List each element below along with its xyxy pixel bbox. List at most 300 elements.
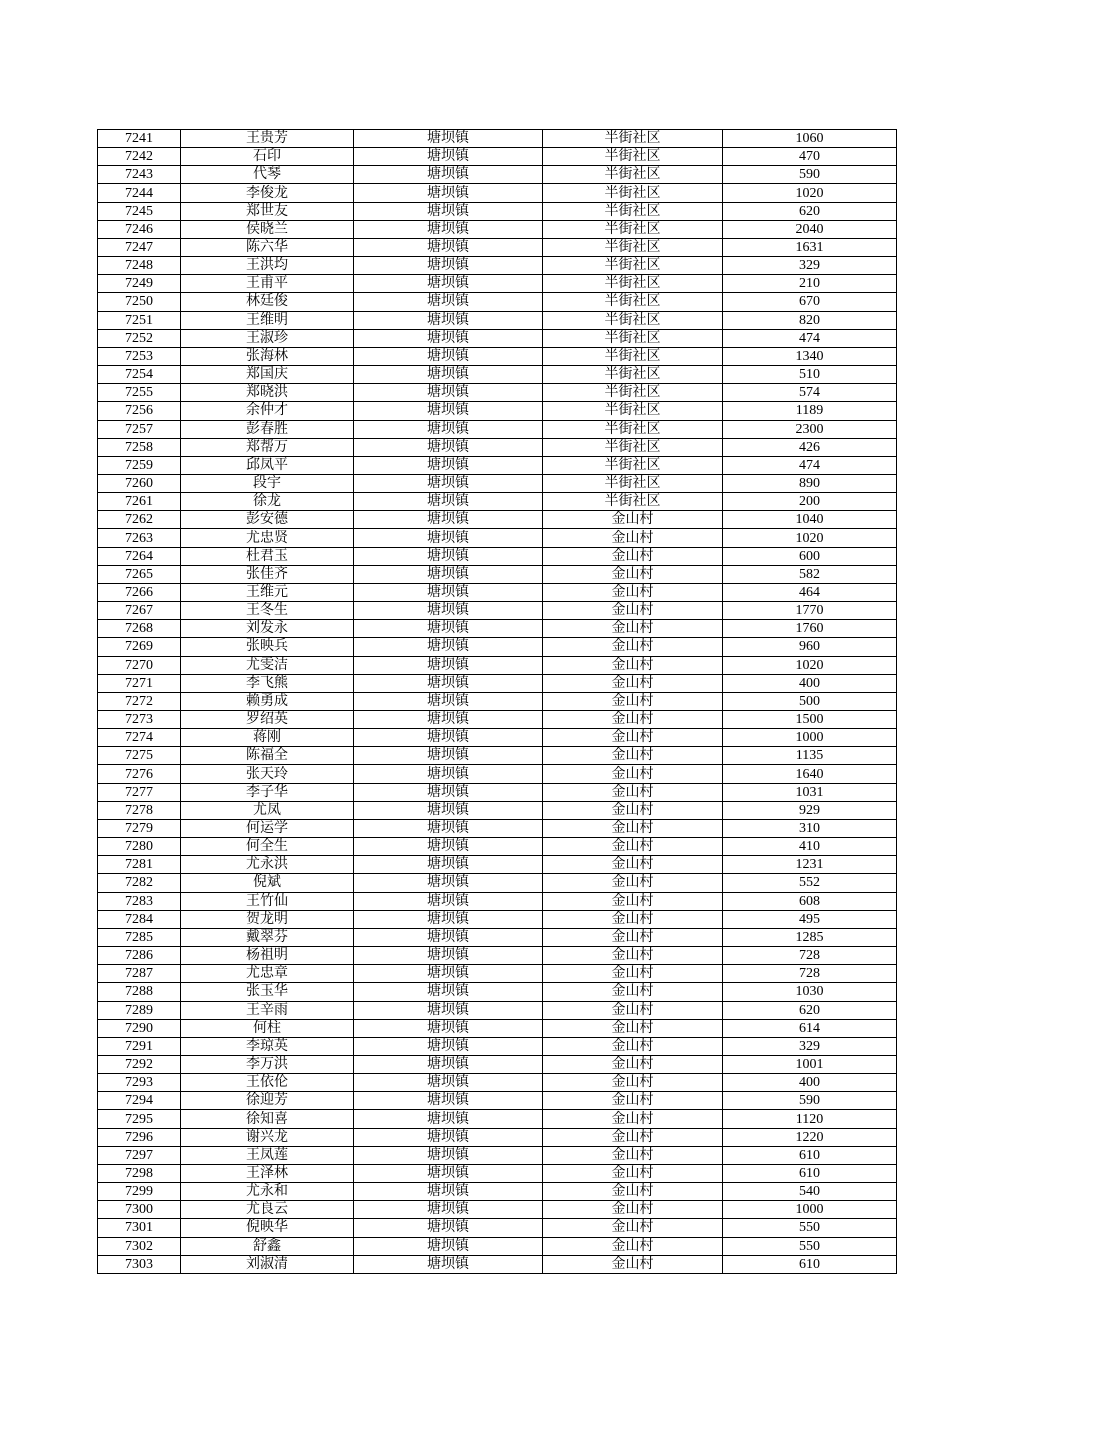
- amount-cell: 929: [723, 801, 897, 819]
- town-cell: 塘坝镇: [354, 1237, 543, 1255]
- community-cell: 半街社区: [543, 257, 723, 275]
- community-cell: 金山村: [543, 965, 723, 983]
- name-cell: 王泽林: [181, 1164, 354, 1182]
- amount-cell: 552: [723, 874, 897, 892]
- row-number-cell: 7250: [98, 293, 181, 311]
- name-cell: 杨祖明: [181, 947, 354, 965]
- town-cell: 塘坝镇: [354, 1201, 543, 1219]
- community-cell: 金山村: [543, 620, 723, 638]
- town-cell: 塘坝镇: [354, 293, 543, 311]
- amount-cell: 728: [723, 965, 897, 983]
- community-cell: 金山村: [543, 1183, 723, 1201]
- name-cell: 邱凤平: [181, 456, 354, 474]
- town-cell: 塘坝镇: [354, 765, 543, 783]
- table-row: [98, 1237, 897, 1255]
- name-cell: 张海林: [181, 347, 354, 365]
- row-number-cell: 7274: [98, 729, 181, 747]
- row-number-cell: 7297: [98, 1146, 181, 1164]
- row-number-cell: 7296: [98, 1128, 181, 1146]
- town-cell: 塘坝镇: [354, 729, 543, 747]
- table-row: [98, 456, 897, 474]
- community-cell: 金山村: [543, 602, 723, 620]
- row-number-cell: 7300: [98, 1201, 181, 1219]
- row-number-cell: 7268: [98, 620, 181, 638]
- name-cell: 张玉华: [181, 983, 354, 1001]
- row-number-cell: 7255: [98, 384, 181, 402]
- name-cell: 王维明: [181, 311, 354, 329]
- town-cell: 塘坝镇: [354, 347, 543, 365]
- town-cell: 塘坝镇: [354, 638, 543, 656]
- table-row: [98, 402, 897, 420]
- town-cell: 塘坝镇: [354, 130, 543, 148]
- table-row: [98, 729, 897, 747]
- name-cell: 尤凤: [181, 801, 354, 819]
- row-number-cell: 7269: [98, 638, 181, 656]
- name-cell: 徐知喜: [181, 1110, 354, 1128]
- table-row: [98, 166, 897, 184]
- amount-cell: 1220: [723, 1128, 897, 1146]
- table-row: [98, 656, 897, 674]
- table-row: [98, 1001, 897, 1019]
- community-cell: 金山村: [543, 819, 723, 837]
- town-cell: 塘坝镇: [354, 311, 543, 329]
- amount-cell: 1189: [723, 402, 897, 420]
- name-cell: 王依伦: [181, 1074, 354, 1092]
- table-row: [98, 1092, 897, 1110]
- name-cell: 尤忠贤: [181, 529, 354, 547]
- town-cell: 塘坝镇: [354, 1019, 543, 1037]
- table-row: [98, 1055, 897, 1073]
- name-cell: 郑国庆: [181, 366, 354, 384]
- community-cell: 金山村: [543, 910, 723, 928]
- row-number-cell: 7299: [98, 1183, 181, 1201]
- table-row: [98, 783, 897, 801]
- town-cell: 塘坝镇: [354, 783, 543, 801]
- amount-cell: 550: [723, 1219, 897, 1237]
- row-number-cell: 7303: [98, 1255, 181, 1273]
- town-cell: 塘坝镇: [354, 474, 543, 492]
- name-cell: 张映兵: [181, 638, 354, 656]
- table-row: [98, 638, 897, 656]
- amount-cell: 1031: [723, 783, 897, 801]
- row-number-cell: 7249: [98, 275, 181, 293]
- table-row: [98, 892, 897, 910]
- row-number-cell: 7295: [98, 1110, 181, 1128]
- amount-cell: 614: [723, 1019, 897, 1037]
- name-cell: 戴翠芬: [181, 928, 354, 946]
- table-row: [98, 1183, 897, 1201]
- town-cell: 塘坝镇: [354, 711, 543, 729]
- amount-cell: 1000: [723, 1201, 897, 1219]
- town-cell: 塘坝镇: [354, 656, 543, 674]
- name-cell: 林廷俊: [181, 293, 354, 311]
- town-cell: 塘坝镇: [354, 202, 543, 220]
- name-cell: 王贵芳: [181, 130, 354, 148]
- table-row: [98, 801, 897, 819]
- amount-cell: 608: [723, 892, 897, 910]
- town-cell: 塘坝镇: [354, 565, 543, 583]
- town-cell: 塘坝镇: [354, 166, 543, 184]
- community-cell: 金山村: [543, 692, 723, 710]
- row-number-cell: 7285: [98, 928, 181, 946]
- table-row: [98, 838, 897, 856]
- name-cell: 李万洪: [181, 1055, 354, 1073]
- row-number-cell: 7282: [98, 874, 181, 892]
- row-number-cell: 7301: [98, 1219, 181, 1237]
- amount-cell: 2040: [723, 220, 897, 238]
- name-cell: 石印: [181, 148, 354, 166]
- table-row: [98, 620, 897, 638]
- table-row: [98, 692, 897, 710]
- row-number-cell: 7277: [98, 783, 181, 801]
- town-cell: 塘坝镇: [354, 1001, 543, 1019]
- table-row: [98, 293, 897, 311]
- community-cell: 半街社区: [543, 384, 723, 402]
- amount-cell: 464: [723, 583, 897, 601]
- amount-cell: 1760: [723, 620, 897, 638]
- amount-cell: 820: [723, 311, 897, 329]
- table-row: [98, 910, 897, 928]
- row-number-cell: 7256: [98, 402, 181, 420]
- amount-cell: 495: [723, 910, 897, 928]
- table-row: [98, 1164, 897, 1182]
- name-cell: 王淑珍: [181, 329, 354, 347]
- table-row: [98, 529, 897, 547]
- row-number-cell: 7253: [98, 347, 181, 365]
- name-cell: 彭春胜: [181, 420, 354, 438]
- amount-cell: 470: [723, 148, 897, 166]
- table-row: [98, 148, 897, 166]
- amount-cell: 1020: [723, 529, 897, 547]
- town-cell: 塘坝镇: [354, 965, 543, 983]
- name-cell: 何柱: [181, 1019, 354, 1037]
- name-cell: 谢兴龙: [181, 1128, 354, 1146]
- community-cell: 金山村: [543, 729, 723, 747]
- table-row: [98, 511, 897, 529]
- table-row: [98, 202, 897, 220]
- name-cell: 徐龙: [181, 493, 354, 511]
- row-number-cell: 7291: [98, 1037, 181, 1055]
- row-number-cell: 7260: [98, 474, 181, 492]
- row-number-cell: 7273: [98, 711, 181, 729]
- name-cell: 尤良云: [181, 1201, 354, 1219]
- community-cell: 金山村: [543, 1092, 723, 1110]
- name-cell: 何全生: [181, 838, 354, 856]
- community-cell: 半街社区: [543, 366, 723, 384]
- community-cell: 金山村: [543, 1219, 723, 1237]
- table-row: [98, 1146, 897, 1164]
- table-row: [98, 747, 897, 765]
- town-cell: 塘坝镇: [354, 801, 543, 819]
- name-cell: 王冬生: [181, 602, 354, 620]
- community-cell: 金山村: [543, 1019, 723, 1037]
- amount-cell: 474: [723, 456, 897, 474]
- name-cell: 罗绍英: [181, 711, 354, 729]
- town-cell: 塘坝镇: [354, 892, 543, 910]
- name-cell: 张佳齐: [181, 565, 354, 583]
- community-cell: 金山村: [543, 783, 723, 801]
- row-number-cell: 7280: [98, 838, 181, 856]
- amount-cell: 400: [723, 1074, 897, 1092]
- name-cell: 李飞熊: [181, 674, 354, 692]
- town-cell: 塘坝镇: [354, 420, 543, 438]
- town-cell: 塘坝镇: [354, 620, 543, 638]
- row-number-cell: 7242: [98, 148, 181, 166]
- table-row: [98, 965, 897, 983]
- table-row: [98, 257, 897, 275]
- name-cell: 代琴: [181, 166, 354, 184]
- row-number-cell: 7271: [98, 674, 181, 692]
- amount-cell: 574: [723, 384, 897, 402]
- name-cell: 王凤莲: [181, 1146, 354, 1164]
- town-cell: 塘坝镇: [354, 529, 543, 547]
- table-row: [98, 474, 897, 492]
- table-row: [98, 220, 897, 238]
- table-row: [98, 1201, 897, 1219]
- town-cell: 塘坝镇: [354, 493, 543, 511]
- town-cell: 塘坝镇: [354, 583, 543, 601]
- town-cell: 塘坝镇: [354, 384, 543, 402]
- name-cell: 尤忠章: [181, 965, 354, 983]
- table-row: [98, 438, 897, 456]
- town-cell: 塘坝镇: [354, 1037, 543, 1055]
- community-cell: 金山村: [543, 674, 723, 692]
- amount-cell: 1770: [723, 602, 897, 620]
- table-row: [98, 1037, 897, 1055]
- table-row: [98, 928, 897, 946]
- row-number-cell: 7292: [98, 1055, 181, 1073]
- table-row: [98, 311, 897, 329]
- amount-cell: 590: [723, 166, 897, 184]
- town-cell: 塘坝镇: [354, 1055, 543, 1073]
- table-row: [98, 238, 897, 256]
- table-row: [98, 819, 897, 837]
- name-cell: 王竹仙: [181, 892, 354, 910]
- community-cell: 金山村: [543, 928, 723, 946]
- row-number-cell: 7276: [98, 765, 181, 783]
- name-cell: 王甫平: [181, 275, 354, 293]
- community-cell: 金山村: [543, 874, 723, 892]
- row-number-cell: 7266: [98, 583, 181, 601]
- amount-cell: 550: [723, 1237, 897, 1255]
- amount-cell: 1040: [723, 511, 897, 529]
- row-number-cell: 7267: [98, 602, 181, 620]
- town-cell: 塘坝镇: [354, 148, 543, 166]
- community-cell: 金山村: [543, 1146, 723, 1164]
- community-cell: 金山村: [543, 947, 723, 965]
- name-cell: 张天玲: [181, 765, 354, 783]
- community-cell: 金山村: [543, 1055, 723, 1073]
- name-cell: 蒋刚: [181, 729, 354, 747]
- community-cell: 金山村: [543, 1074, 723, 1092]
- town-cell: 塘坝镇: [354, 674, 543, 692]
- row-number-cell: 7283: [98, 892, 181, 910]
- amount-cell: 1340: [723, 347, 897, 365]
- town-cell: 塘坝镇: [354, 511, 543, 529]
- name-cell: 李子华: [181, 783, 354, 801]
- community-cell: 金山村: [543, 765, 723, 783]
- amount-cell: 600: [723, 547, 897, 565]
- table-row: [98, 765, 897, 783]
- table-row: [98, 1019, 897, 1037]
- name-cell: 尤永和: [181, 1183, 354, 1201]
- row-number-cell: 7246: [98, 220, 181, 238]
- amount-cell: 540: [723, 1183, 897, 1201]
- table-row: [98, 602, 897, 620]
- community-cell: 金山村: [543, 1128, 723, 1146]
- row-number-cell: 7270: [98, 656, 181, 674]
- amount-cell: 582: [723, 565, 897, 583]
- table-row: [98, 275, 897, 293]
- community-cell: 金山村: [543, 801, 723, 819]
- table-row: [98, 184, 897, 202]
- name-cell: 尤雯洁: [181, 656, 354, 674]
- amount-cell: 410: [723, 838, 897, 856]
- name-cell: 侯晓兰: [181, 220, 354, 238]
- community-cell: 金山村: [543, 838, 723, 856]
- row-number-cell: 7263: [98, 529, 181, 547]
- amount-cell: 1285: [723, 928, 897, 946]
- amount-cell: 1120: [723, 1110, 897, 1128]
- row-number-cell: 7293: [98, 1074, 181, 1092]
- table-row: [98, 384, 897, 402]
- name-cell: 倪斌: [181, 874, 354, 892]
- table-row: [98, 1074, 897, 1092]
- table-row: [98, 420, 897, 438]
- table-row: [98, 1128, 897, 1146]
- community-cell: 半街社区: [543, 293, 723, 311]
- community-cell: 金山村: [543, 892, 723, 910]
- amount-cell: 590: [723, 1092, 897, 1110]
- town-cell: 塘坝镇: [354, 874, 543, 892]
- community-cell: 金山村: [543, 1237, 723, 1255]
- town-cell: 塘坝镇: [354, 184, 543, 202]
- table-row: [98, 347, 897, 365]
- row-number-cell: 7257: [98, 420, 181, 438]
- row-number-cell: 7290: [98, 1019, 181, 1037]
- town-cell: 塘坝镇: [354, 1110, 543, 1128]
- table-row: [98, 983, 897, 1001]
- town-cell: 塘坝镇: [354, 838, 543, 856]
- town-cell: 塘坝镇: [354, 819, 543, 837]
- town-cell: 塘坝镇: [354, 438, 543, 456]
- row-number-cell: 7251: [98, 311, 181, 329]
- town-cell: 塘坝镇: [354, 856, 543, 874]
- community-cell: 金山村: [543, 583, 723, 601]
- row-number-cell: 7298: [98, 1164, 181, 1182]
- community-cell: 半街社区: [543, 493, 723, 511]
- community-cell: 半街社区: [543, 202, 723, 220]
- name-cell: 刘淑清: [181, 1255, 354, 1273]
- community-cell: 半街社区: [543, 184, 723, 202]
- amount-cell: 329: [723, 257, 897, 275]
- amount-cell: 2300: [723, 420, 897, 438]
- amount-cell: 620: [723, 1001, 897, 1019]
- name-cell: 王维元: [181, 583, 354, 601]
- name-cell: 郑帮万: [181, 438, 354, 456]
- town-cell: 塘坝镇: [354, 947, 543, 965]
- row-number-cell: 7262: [98, 511, 181, 529]
- table-row: [98, 547, 897, 565]
- row-number-cell: 7245: [98, 202, 181, 220]
- town-cell: 塘坝镇: [354, 547, 543, 565]
- community-cell: 半街社区: [543, 275, 723, 293]
- community-cell: 半街社区: [543, 329, 723, 347]
- name-cell: 陈六华: [181, 238, 354, 256]
- row-number-cell: 7286: [98, 947, 181, 965]
- town-cell: 塘坝镇: [354, 1128, 543, 1146]
- town-cell: 塘坝镇: [354, 747, 543, 765]
- community-cell: 半街社区: [543, 347, 723, 365]
- row-number-cell: 7265: [98, 565, 181, 583]
- name-cell: 杜君玉: [181, 547, 354, 565]
- row-number-cell: 7264: [98, 547, 181, 565]
- community-cell: 半街社区: [543, 166, 723, 184]
- name-cell: 李琼英: [181, 1037, 354, 1055]
- community-cell: 金山村: [543, 1037, 723, 1055]
- name-cell: 陈福全: [181, 747, 354, 765]
- name-cell: 王辛雨: [181, 1001, 354, 1019]
- community-cell: 金山村: [543, 747, 723, 765]
- community-cell: 半街社区: [543, 311, 723, 329]
- amount-cell: 610: [723, 1255, 897, 1273]
- name-cell: 段宇: [181, 474, 354, 492]
- community-cell: 金山村: [543, 1255, 723, 1273]
- table-row: [98, 565, 897, 583]
- table-body: [98, 130, 897, 1274]
- community-cell: 金山村: [543, 547, 723, 565]
- town-cell: 塘坝镇: [354, 329, 543, 347]
- community-cell: 半街社区: [543, 474, 723, 492]
- amount-cell: 426: [723, 438, 897, 456]
- row-number-cell: 7302: [98, 1237, 181, 1255]
- row-number-cell: 7289: [98, 1001, 181, 1019]
- name-cell: 倪映华: [181, 1219, 354, 1237]
- name-cell: 彭安德: [181, 511, 354, 529]
- row-number-cell: 7261: [98, 493, 181, 511]
- town-cell: 塘坝镇: [354, 983, 543, 1001]
- community-cell: 金山村: [543, 1001, 723, 1019]
- table-row: [98, 947, 897, 965]
- amount-cell: 670: [723, 293, 897, 311]
- row-number-cell: 7284: [98, 910, 181, 928]
- town-cell: 塘坝镇: [354, 257, 543, 275]
- table-row: [98, 1219, 897, 1237]
- town-cell: 塘坝镇: [354, 910, 543, 928]
- amount-cell: 1060: [723, 130, 897, 148]
- town-cell: 塘坝镇: [354, 1074, 543, 1092]
- community-cell: 半街社区: [543, 148, 723, 166]
- community-cell: 金山村: [543, 711, 723, 729]
- row-number-cell: 7278: [98, 801, 181, 819]
- amount-cell: 610: [723, 1164, 897, 1182]
- row-number-cell: 7279: [98, 819, 181, 837]
- name-cell: 余仲才: [181, 402, 354, 420]
- amount-cell: 620: [723, 202, 897, 220]
- amount-cell: 510: [723, 366, 897, 384]
- name-cell: 何运学: [181, 819, 354, 837]
- amount-cell: 1631: [723, 238, 897, 256]
- row-number-cell: 7272: [98, 692, 181, 710]
- town-cell: 塘坝镇: [354, 238, 543, 256]
- amount-cell: 1000: [723, 729, 897, 747]
- amount-cell: 1500: [723, 711, 897, 729]
- community-cell: 金山村: [543, 856, 723, 874]
- town-cell: 塘坝镇: [354, 456, 543, 474]
- row-number-cell: 7259: [98, 456, 181, 474]
- row-number-cell: 7275: [98, 747, 181, 765]
- community-cell: 金山村: [543, 656, 723, 674]
